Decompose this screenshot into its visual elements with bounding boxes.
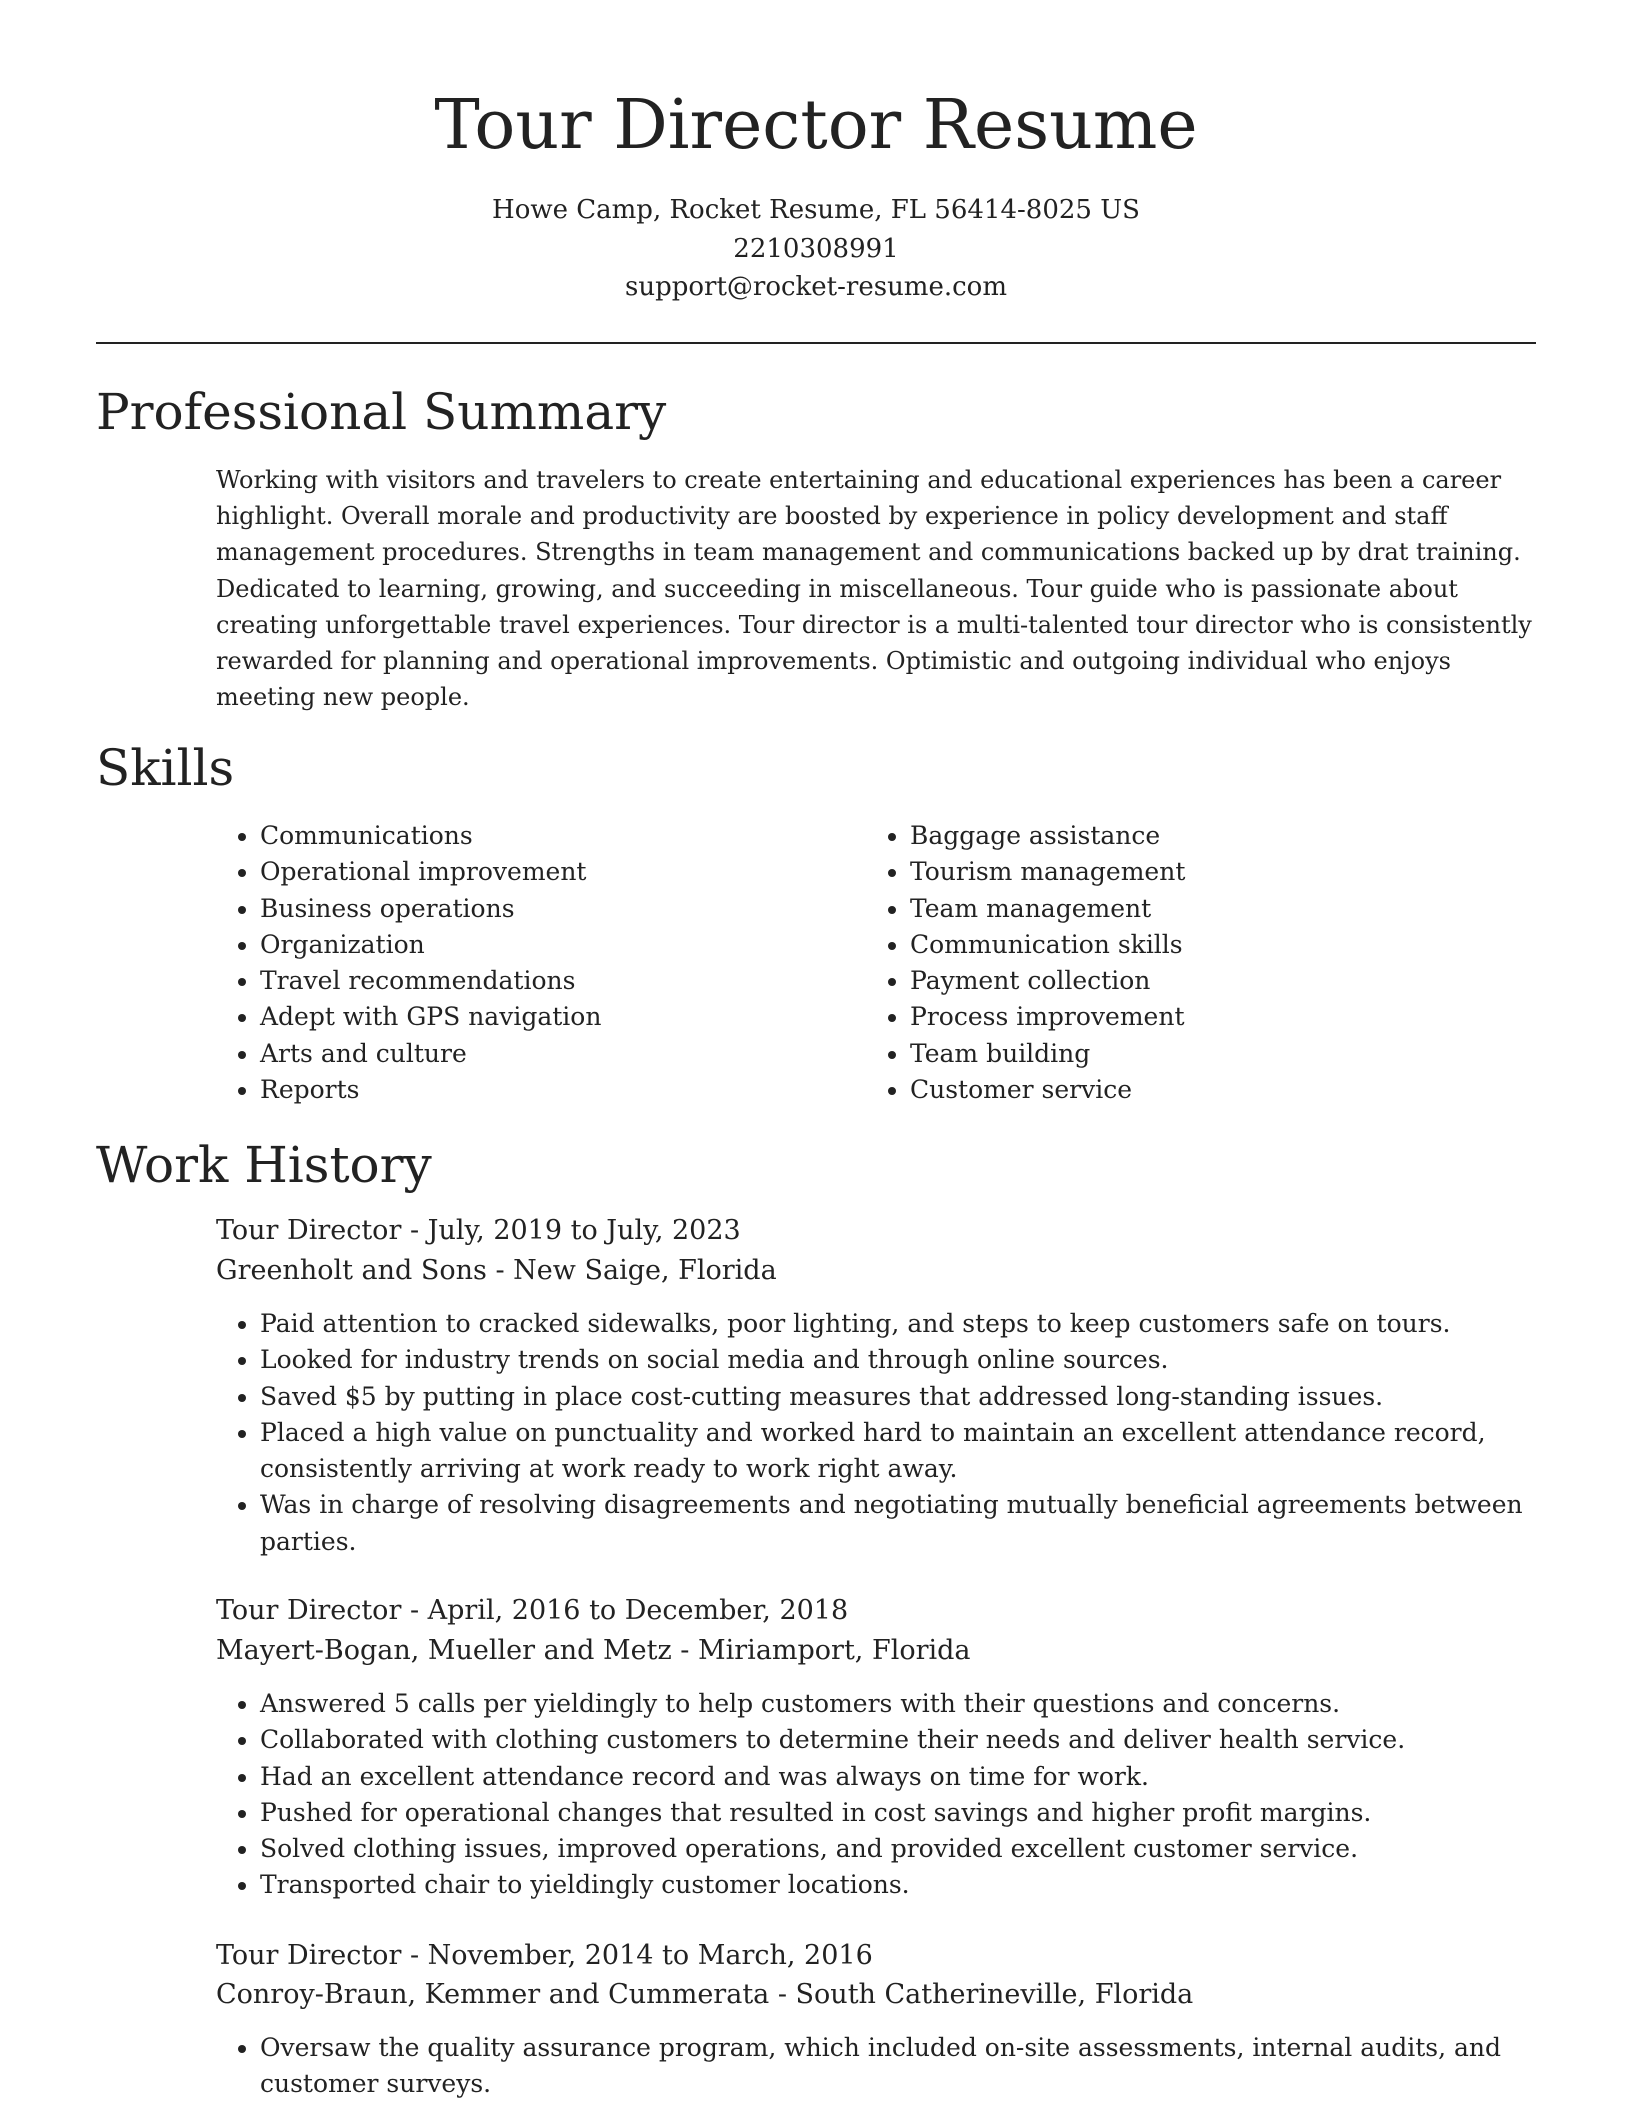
skill-item: • Reports [260,1072,601,1108]
job-bullet: • Collaborated with clothing customers to determine their needs and deliver health service. [260,1722,1546,1758]
job-title-line [216,1593,848,1629]
skill-item: • Business operations [260,891,601,927]
summary-text: Working with visitors and travelers to create entertaining and educational experiences has been a career highlight. Overall morale and productivity are boosted by experience in policy development and staff management procedures. Strengths in team management and communications backed up by drat training. Dedicated to learning, growing, and succeeding in miscellaneous. Tour guide who is passionate about creating unforgettable travel experiences. Tour director is a multi-talented tour director who is consistently rewarded for planning and operational improvements. Optimistic and outgoing individual who enjoys meeting new people. [216,466,1532,712]
job-bullets [216,1686,1546,1904]
job-title-line [216,1213,741,1249]
skills-list-left [216,818,601,1108]
skill-item: • Process improvement [910,999,1185,1035]
job-bullets [216,1306,1546,1560]
skill-item: • Organization [260,927,601,963]
skill-item: • Baggage assistance [910,818,1185,854]
job-title: Tour Director [216,1595,402,1626]
contact-address: Howe Camp, Rocket Resume, FL 56414-8025 US [492,195,1140,225]
job-bullet: • Solved clothing issues, improved operations, and provided excellent customer service. [260,1831,1546,1867]
job-title-line [216,1938,873,1974]
job-dates: - November, 2014 to March, 2016 [401,1940,873,1971]
job-bullet: • Answered 5 calls per yieldingly to help customers with their questions and concerns. [260,1686,1546,1722]
skill-item: • Tourism management [910,854,1185,890]
summary-heading: Professional Summary [96,383,667,441]
skill-item: • Adept with GPS navigation [260,999,601,1035]
skill-item: • Customer service [910,1072,1185,1108]
skill-item: • Payment collection [910,963,1185,999]
job-bullet: • Placed a high value on punctuality and worked hard to maintain an excellent attendance record, consistently arriving at work ready to work right away. [260,1415,1546,1488]
job-title: Tour Director [216,1215,402,1246]
job-company-line [216,1253,777,1289]
skill-item: • Team building [910,1036,1185,1072]
job-bullet: • Was in charge of resolving disagreements and negotiating mutually beneficial agreements between parties. [260,1487,1546,1560]
skill-item: • Arts and culture [260,1036,601,1072]
job-bullet: • Oversaw the quality assurance program, which included on-site assessments, internal audits, and customer surveys. [260,2030,1546,2103]
job-company: Greenholt and Sons [216,1255,487,1286]
skill-item: • Team management [910,891,1185,927]
work-history-heading: Work History [96,1136,432,1194]
job-bullet: • Paid attention to cracked sidewalks, poor lighting, and steps to keep customers safe on tours. [260,1306,1546,1342]
job-bullet: • Saved $5 by putting in place cost-cutting measures that addressed long-standing issues. [260,1379,1546,1415]
job-company: Conroy-Braun, Kemmer and Cummerata [216,1979,770,2010]
job-bullet: • Pushed for operational changes that resulted in cost savings and higher profit margins. [260,1795,1546,1831]
job-dates: - July, 2019 to July, 2023 [401,1215,741,1246]
job-company-line [216,1977,1193,2013]
skills-heading: Skills [96,739,235,797]
skill-item: • Communications [260,818,601,854]
skill-item: • Communication skills [910,927,1185,963]
job-dates: - April, 2016 to December, 2018 [401,1595,849,1626]
contact-phone: 2210308991 [733,234,899,264]
contact-email: support@rocket-resume.com [624,272,1007,302]
job-title: Tour Director [216,1940,402,1971]
job-location: - New Saige, Florida [486,1255,777,1286]
job-location: - Miriamport, Florida [671,1635,971,1666]
job-bullet: • Had an excellent attendance record and was always on time for work. [260,1759,1546,1795]
skill-item: • Operational improvement [260,854,601,890]
job-location: - South Catherineville, Florida [769,1979,1194,2010]
skill-item: • Travel recommendations [260,963,601,999]
header-divider [96,342,1536,344]
job-bullet: • Transported chair to yieldingly customer locations. [260,1867,1546,1903]
job-company: Mayert-Bogan, Mueller and Metz [216,1635,672,1666]
job-bullet: • Looked for industry trends on social media and through online sources. [260,1342,1546,1378]
job-bullets [216,2030,1546,2103]
resume-title: Tour Director Resume [434,86,1198,165]
skills-list-right [866,818,1185,1108]
job-company-line [216,1633,971,1669]
